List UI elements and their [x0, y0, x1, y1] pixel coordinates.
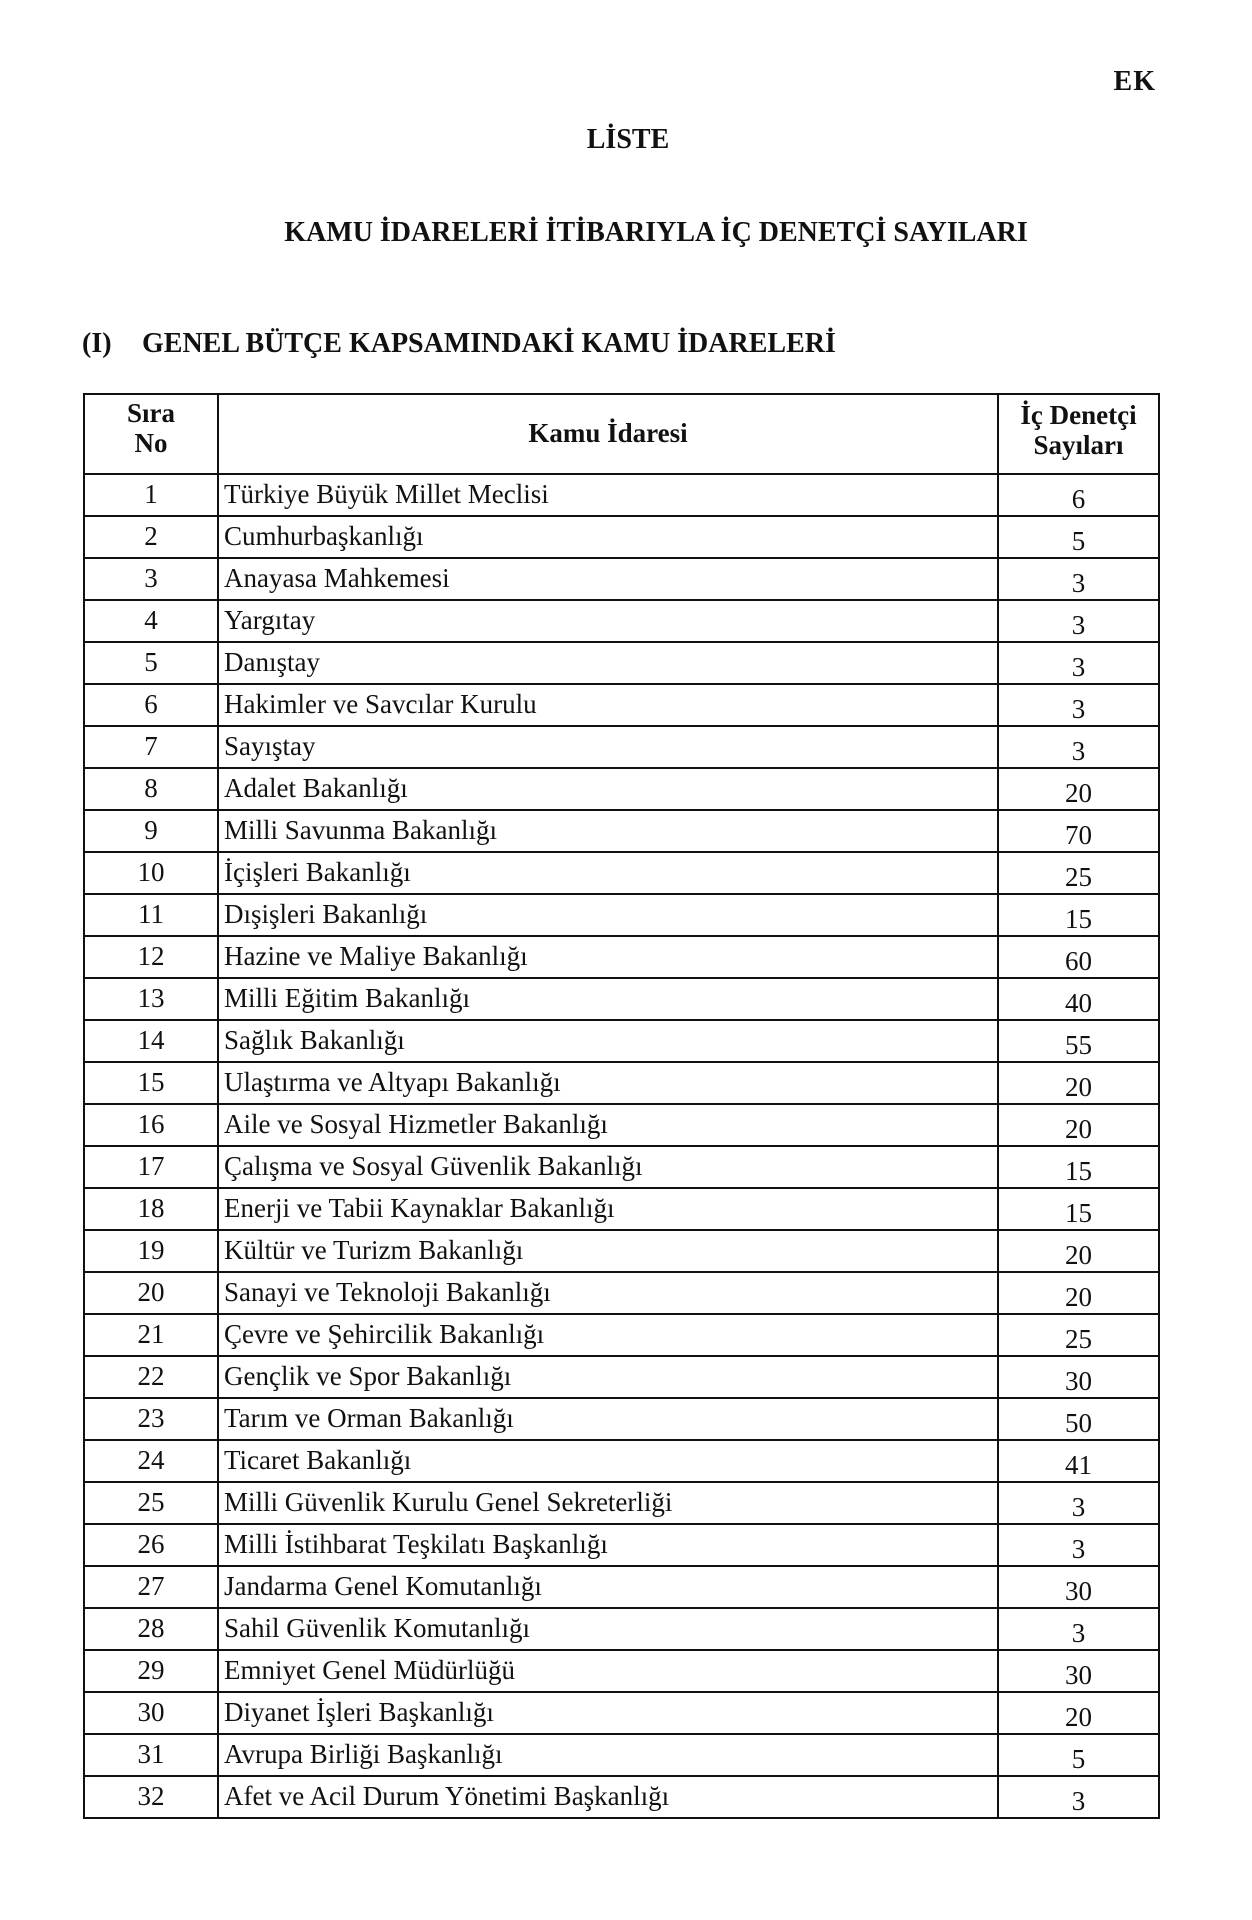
auditor-count-cell: 20	[998, 1104, 1159, 1146]
institution-name-cell: Emniyet Genel Müdürlüğü	[218, 1650, 998, 1692]
row-number-cell: 21	[84, 1314, 218, 1356]
institution-name-cell: Milli Güvenlik Kurulu Genel Sekreterliği	[218, 1482, 998, 1524]
auditor-count-cell: 25	[998, 1314, 1159, 1356]
row-number-cell: 32	[84, 1776, 218, 1818]
row-number-cell: 26	[84, 1524, 218, 1566]
institution-name-cell: Tarım ve Orman Bakanlığı	[218, 1398, 998, 1440]
auditor-count-cell: 25	[998, 852, 1159, 894]
auditor-count-cell: 50	[998, 1398, 1159, 1440]
institution-name-cell: Hazine ve Maliye Bakanlığı	[218, 936, 998, 978]
institution-name-cell: Avrupa Birliği Başkanlığı	[218, 1734, 998, 1776]
table-row	[84, 768, 1159, 810]
institution-name-cell: Danıştay	[218, 642, 998, 684]
auditor-count-cell: 3	[998, 1482, 1159, 1524]
row-number-cell: 19	[84, 1230, 218, 1272]
row-number-cell: 7	[84, 726, 218, 768]
auditor-count-cell: 40	[998, 978, 1159, 1020]
row-number-cell: 29	[84, 1650, 218, 1692]
row-number-cell: 6	[84, 684, 218, 726]
row-number-cell: 3	[84, 558, 218, 600]
table-row	[84, 1650, 1159, 1692]
table-row	[84, 726, 1159, 768]
row-number-cell: 14	[84, 1020, 218, 1062]
table-row	[84, 684, 1159, 726]
row-number-cell: 28	[84, 1608, 218, 1650]
table-row	[84, 1734, 1159, 1776]
institution-name-cell: Ulaştırma ve Altyapı Bakanlığı	[218, 1062, 998, 1104]
auditor-count-cell: 55	[998, 1020, 1159, 1062]
table-row	[84, 1272, 1159, 1314]
auditor-count-cell: 70	[998, 810, 1159, 852]
column-header-count-line1: İç Denetçi	[1020, 400, 1137, 430]
auditor-count-cell: 3	[998, 642, 1159, 684]
auditor-count-cell: 5	[998, 1734, 1159, 1776]
list-heading: LİSTE	[586, 124, 670, 155]
institution-name-cell: Sanayi ve Teknoloji Bakanlığı	[218, 1272, 998, 1314]
table-row	[84, 1398, 1159, 1440]
row-number-cell: 9	[84, 810, 218, 852]
institution-name-cell: Milli İstihbarat Teşkilatı Başkanlığı	[218, 1524, 998, 1566]
table-row	[84, 1608, 1159, 1650]
table-row	[84, 1146, 1159, 1188]
auditor-count-cell: 20	[998, 1062, 1159, 1104]
auditor-count-cell: 20	[998, 768, 1159, 810]
table-row	[84, 1062, 1159, 1104]
auditor-count-cell: 15	[998, 894, 1159, 936]
row-number-cell: 25	[84, 1482, 218, 1524]
table-header-row	[84, 394, 1159, 474]
auditor-count-cell: 5	[998, 516, 1159, 558]
row-number-cell: 16	[84, 1104, 218, 1146]
auditor-count-cell: 20	[998, 1230, 1159, 1272]
auditor-count-cell: 3	[998, 726, 1159, 768]
institution-name-cell: Hakimler ve Savcılar Kurulu	[218, 684, 998, 726]
institution-name-cell: Türkiye Büyük Millet Meclisi	[218, 474, 998, 516]
table-row	[84, 1230, 1159, 1272]
auditor-count-table	[83, 393, 1160, 1819]
institution-name-cell: Adalet Bakanlığı	[218, 768, 998, 810]
institution-name-cell: Yargıtay	[218, 600, 998, 642]
page-title: KAMU İDARELERİ İTİBARIYLA İÇ DENETÇİ SAYILARI	[284, 217, 1028, 248]
table-row	[84, 810, 1159, 852]
table-row	[84, 894, 1159, 936]
auditor-count-cell: 6	[998, 474, 1159, 516]
institution-name-cell: Milli Eğitim Bakanlığı	[218, 978, 998, 1020]
table-row	[84, 1188, 1159, 1230]
table-row	[84, 474, 1159, 516]
table-row	[84, 936, 1159, 978]
table-row	[84, 1104, 1159, 1146]
auditor-count-cell: 3	[998, 600, 1159, 642]
table-row	[84, 1524, 1159, 1566]
row-number-cell: 24	[84, 1440, 218, 1482]
institution-name-cell: Sayıştay	[218, 726, 998, 768]
section-number: (I)	[82, 328, 112, 359]
row-number-cell: 30	[84, 1692, 218, 1734]
table-row	[84, 1566, 1159, 1608]
table-row	[84, 516, 1159, 558]
row-number-cell: 11	[84, 894, 218, 936]
section-name: GENEL BÜTÇE KAPSAMINDAKİ KAMU İDARELERİ	[142, 328, 836, 359]
institution-name-cell: İçişleri Bakanlığı	[218, 852, 998, 894]
column-header-count	[998, 394, 1159, 474]
auditor-count-cell: 3	[998, 1524, 1159, 1566]
table-row	[84, 1482, 1159, 1524]
table-row	[84, 978, 1159, 1020]
table-row	[84, 1356, 1159, 1398]
row-number-cell: 13	[84, 978, 218, 1020]
auditor-count-cell: 3	[998, 1776, 1159, 1818]
column-header-no-line1: Sıra	[126, 398, 175, 428]
table-row	[84, 1776, 1159, 1818]
row-number-cell: 8	[84, 768, 218, 810]
row-number-cell: 22	[84, 1356, 218, 1398]
table-row	[84, 1692, 1159, 1734]
row-number-cell: 31	[84, 1734, 218, 1776]
institution-name-cell: Cumhurbaşkanlığı	[218, 516, 998, 558]
auditor-count-cell: 60	[998, 936, 1159, 978]
institution-name-cell: Anayasa Mahkemesi	[218, 558, 998, 600]
institution-name-cell: Ticaret Bakanlığı	[218, 1440, 998, 1482]
institution-name-cell: Kültür ve Turizm Bakanlığı	[218, 1230, 998, 1272]
institution-name-cell: Gençlik ve Spor Bakanlığı	[218, 1356, 998, 1398]
row-number-cell: 27	[84, 1566, 218, 1608]
institution-name-cell: Diyanet İşleri Başkanlığı	[218, 1692, 998, 1734]
institution-name-cell: Milli Savunma Bakanlığı	[218, 810, 998, 852]
auditor-count-cell: 20	[998, 1272, 1159, 1314]
row-number-cell: 12	[84, 936, 218, 978]
column-header-name: Kamu İdaresi	[218, 394, 998, 474]
auditor-count-cell: 3	[998, 684, 1159, 726]
row-number-cell: 5	[84, 642, 218, 684]
institution-name-cell: Enerji ve Tabii Kaynaklar Bakanlığı	[218, 1188, 998, 1230]
table-body	[84, 474, 1159, 1818]
table-row	[84, 1314, 1159, 1356]
auditor-count-cell: 20	[998, 1692, 1159, 1734]
column-header-no	[84, 394, 218, 474]
annex-label: EK	[1113, 66, 1156, 97]
row-number-cell: 18	[84, 1188, 218, 1230]
row-number-cell: 20	[84, 1272, 218, 1314]
table-row	[84, 1020, 1159, 1062]
row-number-cell: 23	[84, 1398, 218, 1440]
auditor-count-cell: 15	[998, 1146, 1159, 1188]
table-row	[84, 1440, 1159, 1482]
row-number-cell: 2	[84, 516, 218, 558]
row-number-cell: 1	[84, 474, 218, 516]
auditor-count-cell: 3	[998, 1608, 1159, 1650]
table-row	[84, 558, 1159, 600]
section-title	[82, 328, 836, 360]
table-row	[84, 852, 1159, 894]
institution-name-cell: Afet ve Acil Durum Yönetimi Başkanlığı	[218, 1776, 998, 1818]
institution-name-cell: Sağlık Bakanlığı	[218, 1020, 998, 1062]
institution-name-cell: Dışişleri Bakanlığı	[218, 894, 998, 936]
auditor-count-cell: 3	[998, 558, 1159, 600]
column-header-no-line2: No	[134, 427, 168, 458]
institution-name-cell: Sahil Güvenlik Komutanlığı	[218, 1608, 998, 1650]
auditor-count-cell: 30	[998, 1356, 1159, 1398]
auditor-count-cell: 15	[998, 1188, 1159, 1230]
row-number-cell: 15	[84, 1062, 218, 1104]
institution-name-cell: Çalışma ve Sosyal Güvenlik Bakanlığı	[218, 1146, 998, 1188]
row-number-cell: 4	[84, 600, 218, 642]
institution-name-cell: Çevre ve Şehircilik Bakanlığı	[218, 1314, 998, 1356]
institution-name-cell: Jandarma Genel Komutanlığı	[218, 1566, 998, 1608]
table-row	[84, 600, 1159, 642]
table-row	[84, 642, 1159, 684]
institution-name-cell: Aile ve Sosyal Hizmetler Bakanlığı	[218, 1104, 998, 1146]
auditor-count-cell: 41	[998, 1440, 1159, 1482]
row-number-cell: 17	[84, 1146, 218, 1188]
column-header-count-line2: Sayıları	[1033, 429, 1124, 460]
row-number-cell: 10	[84, 852, 218, 894]
auditor-count-cell: 30	[998, 1566, 1159, 1608]
auditor-count-cell: 30	[998, 1650, 1159, 1692]
